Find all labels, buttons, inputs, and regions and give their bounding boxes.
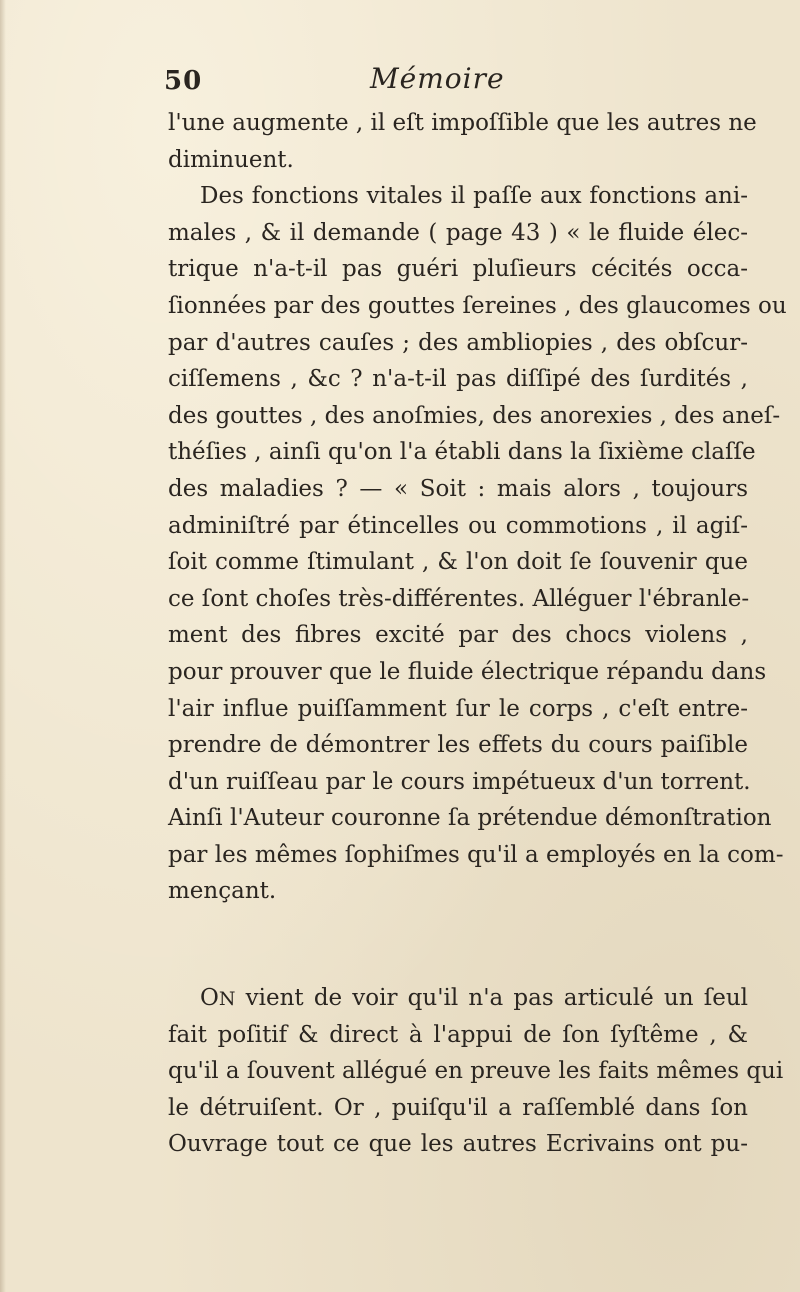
text-line: ſionnées par des gouttes ſereines , des glaucomes ou [168, 292, 787, 319]
text-line [168, 980, 748, 1017]
text-line: trique n'a-t-il pas guéri pluſieurs cécités occa- [168, 256, 748, 283]
body-text [168, 105, 787, 1163]
lead-smallcap: N [218, 988, 236, 1011]
text-line: ce ſont choſes très-différentes. Alléguer l'ébranle- [168, 585, 750, 612]
line-rest: vient de voir qu'il n'a pas articulé un ſeul [235, 985, 748, 1012]
running-title: Mémoire [370, 62, 505, 95]
text-line: fait poſitif & direct à l'appui de ſon ſyſtême , & [168, 1021, 748, 1048]
paragraph-gap [168, 910, 748, 980]
text-line: qu'il a ſouvent allégué en preuve les faits mêmes qui [168, 1058, 784, 1085]
text-line: l'une augmente , il eſt impoſſible que les autres ne [168, 110, 757, 136]
page-number: 50 [164, 66, 203, 96]
text-line: d'un ruiſſeau par le cours impétueux d'un torrent. [168, 768, 751, 795]
text-line: ciſſemens , &c ? n'a-t-il pas diſſipé des ſurdités , [168, 366, 748, 393]
paragraph-1 [168, 105, 757, 178]
running-head [160, 62, 660, 102]
text-line: théſies , ainſi qu'on l'a établi dans la ſixième claſſe [168, 439, 756, 466]
paragraph-2 [168, 178, 787, 910]
text-line: par les mêmes ſophiſmes qu'il a employés en la com- [168, 841, 784, 868]
text-line: pour prouver que le fluide électrique répandu dans [168, 658, 767, 685]
text-line: le détruiſent. Or , puiſqu'il a raſſemblé dans ſon [168, 1094, 748, 1121]
text-line: Ainſi l'Auteur couronne ſa prétendue démonſtration [168, 805, 772, 832]
text-line: Des fonctions vitales il paſſe aux fonctions ani- [200, 183, 748, 210]
page-edge-shadow [0, 0, 6, 1292]
text-line: des maladies ? — « Soit : mais alors , toujours [168, 475, 748, 502]
text-line: males , & il demande ( page 43 ) « le fluide élec- [168, 219, 748, 246]
text-line: des gouttes , des anoſmies, des anorexies , des aneſ- [168, 402, 781, 429]
text-line: adminiſtré par étincelles ou commotions , il agiſ- [168, 512, 748, 539]
text-line: Ouvrage tout ce que les autres Ecrivains ont pu- [168, 1131, 748, 1158]
paragraph-3 [168, 980, 784, 1163]
text-line: diminuent. [168, 146, 294, 173]
text-line: mençant. [168, 878, 277, 905]
text-line: ment des fibres excité par des chocs violens , [168, 622, 748, 649]
text-line: ſoit comme ſtimulant , & l'on doit ſe ſouvenir que [168, 549, 748, 576]
text-line: prendre de démontrer les effets du cours paiſible [168, 732, 748, 759]
lead-capital: O [200, 985, 219, 1012]
text-line: l'air influe puiſſamment ſur le corps , c'eſt entre- [168, 695, 748, 722]
text-line: par d'autres cauſes ; des ambliopies , des obſcur- [168, 329, 748, 356]
